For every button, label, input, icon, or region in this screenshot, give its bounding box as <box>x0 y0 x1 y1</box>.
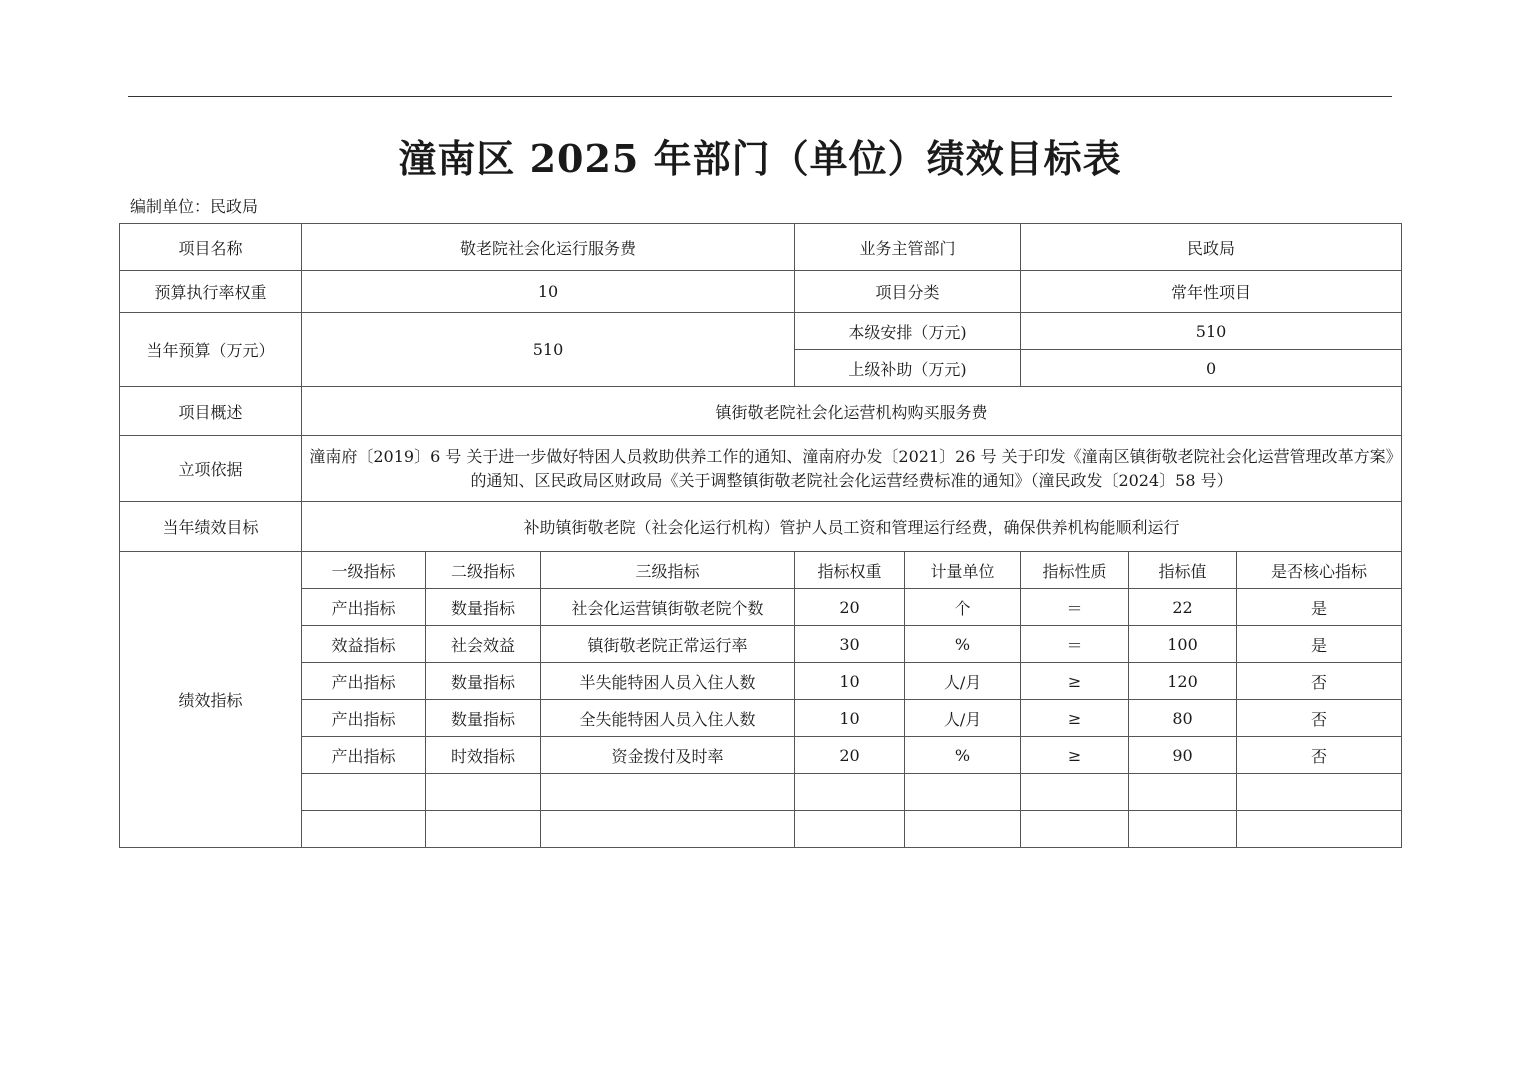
row-exec-weight <box>120 271 1402 313</box>
cell-nature <box>1021 774 1129 811</box>
header-level3: 三级指标 <box>541 552 795 589</box>
cell-value: 100 <box>1129 626 1237 663</box>
goal-label: 当年绩效目标 <box>120 502 302 552</box>
cell-value <box>1129 811 1237 848</box>
cell-core: 是 <box>1237 589 1402 626</box>
cell-level2: 数量指标 <box>426 700 541 737</box>
cell-level3 <box>541 774 795 811</box>
header-weight: 指标权重 <box>795 552 905 589</box>
cell-level3: 资金拨付及时率 <box>541 737 795 774</box>
header-level1: 一级指标 <box>302 552 426 589</box>
row-budget <box>120 313 1402 350</box>
table-row <box>120 626 1402 663</box>
cell-nature: ＝ <box>1021 626 1129 663</box>
row-goal <box>120 502 1402 552</box>
header-nature: 指标性质 <box>1021 552 1129 589</box>
category-label: 项目分类 <box>795 271 1021 313</box>
cell-core <box>1237 811 1402 848</box>
header-core: 是否核心指标 <box>1237 552 1402 589</box>
page-title: 潼南区 2025 年部门（单位）绩效目标表 <box>398 136 1122 181</box>
table-row <box>120 663 1402 700</box>
exec-weight-value: 10 <box>302 271 795 313</box>
basis-value: 潼南府〔2019〕6 号 关于进一步做好特困人员救助供养工作的通知、潼南府办发〔2021〕26 号 关于印发《潼南区镇街敬老院社会化运营管理改革方案》的通知、区民政局区财政局《关于调整镇街敬老院社会化运营经费标准的通知》（潼民政发〔2024〕58 号） <box>302 436 1402 502</box>
cell-level3: 社会化运营镇街敬老院个数 <box>541 589 795 626</box>
cell-unit <box>905 774 1021 811</box>
cell-core <box>1237 774 1402 811</box>
cell-unit: 人/月 <box>905 700 1021 737</box>
performance-table <box>119 223 1402 848</box>
dept-value: 民政局 <box>1021 224 1402 271</box>
summary-value: 镇街敬老院社会化运营机构购买服务费 <box>302 387 1402 436</box>
table-row <box>120 811 1402 848</box>
cell-nature: ≥ <box>1021 663 1129 700</box>
table-row <box>120 589 1402 626</box>
budget-value: 510 <box>302 313 795 387</box>
cell-level1: 产出指标 <box>302 589 426 626</box>
cell-level2: 社会效益 <box>426 626 541 663</box>
cell-unit: % <box>905 737 1021 774</box>
indicators-label: 绩效指标 <box>120 552 302 848</box>
row-basis <box>120 436 1402 502</box>
row-summary <box>120 387 1402 436</box>
cell-level1 <box>302 811 426 848</box>
cell-weight <box>795 811 905 848</box>
cell-value: 80 <box>1129 700 1237 737</box>
cell-value <box>1129 774 1237 811</box>
cell-value: 90 <box>1129 737 1237 774</box>
cell-nature: ＝ <box>1021 589 1129 626</box>
table-row <box>120 774 1402 811</box>
indicator-header-row <box>120 552 1402 589</box>
header-value: 指标值 <box>1129 552 1237 589</box>
cell-nature <box>1021 811 1129 848</box>
cell-weight: 30 <box>795 626 905 663</box>
cell-value: 120 <box>1129 663 1237 700</box>
org-label: 编制单位：民政局 <box>130 197 259 216</box>
cell-level1: 产出指标 <box>302 737 426 774</box>
cell-nature: ≥ <box>1021 700 1129 737</box>
cell-unit <box>905 811 1021 848</box>
summary-label: 项目概述 <box>120 387 302 436</box>
local-label: 本级安排（万元) <box>795 313 1021 350</box>
dept-label: 业务主管部门 <box>795 224 1021 271</box>
header-level2: 二级指标 <box>426 552 541 589</box>
top-rule <box>128 96 1392 97</box>
cell-level3: 半失能特困人员入住人数 <box>541 663 795 700</box>
row-project-name <box>120 224 1402 271</box>
cell-level2 <box>426 774 541 811</box>
category-value: 常年性项目 <box>1021 271 1402 313</box>
local-value: 510 <box>1021 313 1402 350</box>
cell-level2: 数量指标 <box>426 589 541 626</box>
cell-core: 否 <box>1237 737 1402 774</box>
project-name-label: 项目名称 <box>120 224 302 271</box>
cell-value: 22 <box>1129 589 1237 626</box>
cell-core: 否 <box>1237 663 1402 700</box>
cell-level3: 镇街敬老院正常运行率 <box>541 626 795 663</box>
goal-value: 补助镇街敬老院（社会化运行机构）管护人员工资和管理运行经费，确保供养机构能顺利运行 <box>302 502 1402 552</box>
cell-weight <box>795 774 905 811</box>
cell-level3 <box>541 811 795 848</box>
superior-value: 0 <box>1021 350 1402 387</box>
cell-core: 否 <box>1237 700 1402 737</box>
table-row <box>120 737 1402 774</box>
cell-level2: 时效指标 <box>426 737 541 774</box>
cell-level1: 产出指标 <box>302 663 426 700</box>
table-row <box>120 700 1402 737</box>
cell-level2: 数量指标 <box>426 663 541 700</box>
exec-weight-label: 预算执行率权重 <box>120 271 302 313</box>
cell-nature: ≥ <box>1021 737 1129 774</box>
cell-unit: % <box>905 626 1021 663</box>
cell-unit: 人/月 <box>905 663 1021 700</box>
cell-level1: 产出指标 <box>302 700 426 737</box>
cell-core: 是 <box>1237 626 1402 663</box>
cell-weight: 20 <box>795 589 905 626</box>
cell-weight: 20 <box>795 737 905 774</box>
cell-weight: 10 <box>795 663 905 700</box>
superior-label: 上级补助（万元) <box>795 350 1021 387</box>
header-unit: 计量单位 <box>905 552 1021 589</box>
budget-label: 当年预算（万元） <box>120 313 302 387</box>
cell-level2 <box>426 811 541 848</box>
project-name-value: 敬老院社会化运行服务费 <box>302 224 795 271</box>
cell-level1: 效益指标 <box>302 626 426 663</box>
cell-unit: 个 <box>905 589 1021 626</box>
cell-weight: 10 <box>795 700 905 737</box>
cell-level3: 全失能特困人员入住人数 <box>541 700 795 737</box>
basis-label: 立项依据 <box>120 436 302 502</box>
cell-level1 <box>302 774 426 811</box>
